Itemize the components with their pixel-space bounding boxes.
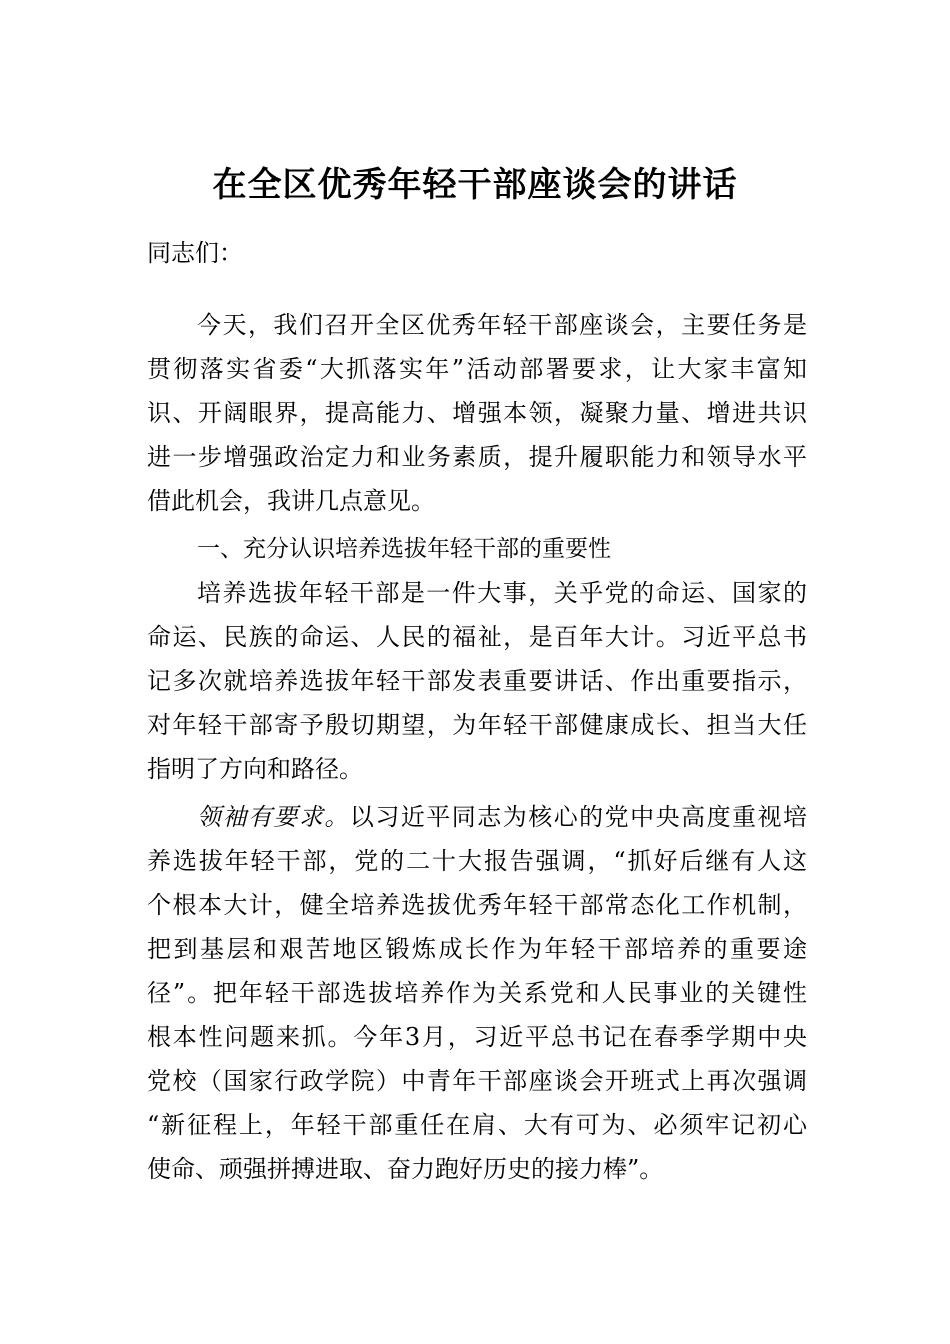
- text-line: 贯彻落实省委“大抓落实年”活动部署要求，让大家丰富知: [147, 355, 807, 383]
- text-line: “新征程上，年轻干部重任在肩、大有可为、必须牢记初心: [147, 1111, 807, 1139]
- text-line: 识、开阔眼界，提高能力、增强本领，凝聚力量、增进共识: [147, 399, 807, 427]
- heading-text: 一、充分认识培养选拔年轻干部的重要性: [197, 536, 611, 562]
- text-line: 借此机会，我讲几点意见。: [147, 487, 435, 515]
- document-title: 在全区优秀年轻干部座谈会的讲话: [212, 165, 738, 205]
- text-line: 命运、民族的命运、人民的福祉，是百年大计。习近平总书: [147, 623, 807, 651]
- text-line: 培养选拔年轻干部是一件大事，关乎党的命运、国家的: [197, 579, 807, 607]
- text-line: 进一步增强政治定力和业务素质，提升履职能力和领导水平: [147, 443, 807, 471]
- text-line: 养选拔年轻干部，党的二十大报告强调，“抓好后继有人这: [147, 847, 807, 875]
- lead-phrase: 领袖有要求。: [197, 803, 350, 831]
- greeting-text: 同志们：: [147, 239, 243, 267]
- text-line: 根本性问题来抓。今年3月，习近平总书记在春季学期中央: [147, 1023, 807, 1051]
- section-heading: [147, 527, 807, 571]
- text-line: 记多次就培养选拔年轻干部发表重要讲话、作出重要指示，: [147, 667, 807, 695]
- text-line: 把到基层和艰苦地区锻炼成长作为年轻干部培养的重要途: [147, 935, 807, 963]
- text-line: [147, 795, 807, 839]
- paragraph-importance: [147, 571, 807, 791]
- paragraph-leader-requirements: [147, 795, 807, 1191]
- text-line: 党校（国家行政学院）中青年干部座谈会开班式上再次强调: [147, 1067, 807, 1095]
- paragraph-intro: [147, 303, 807, 523]
- text-line: 使命、顽强拼搏进取、奋力跑好历史的接力棒”。: [147, 1155, 664, 1183]
- greeting: [147, 231, 807, 275]
- text-line: 今天，我们召开全区优秀年轻干部座谈会，主要任务是: [197, 311, 807, 339]
- text-line: 指明了方向和路径。: [147, 755, 363, 783]
- text-line: 个根本大计，健全培养选拔优秀年轻干部常态化工作机制，: [147, 891, 807, 919]
- text-line: 对年轻干部寄予殷切期望，为年轻干部健康成长、担当大任: [147, 711, 807, 739]
- text-line: 径”。把年轻干部选拔培养作为关系党和人民事业的关键性: [147, 979, 807, 1007]
- text-run: 以习近平同志为核心的党中央高度重视培: [349, 803, 808, 831]
